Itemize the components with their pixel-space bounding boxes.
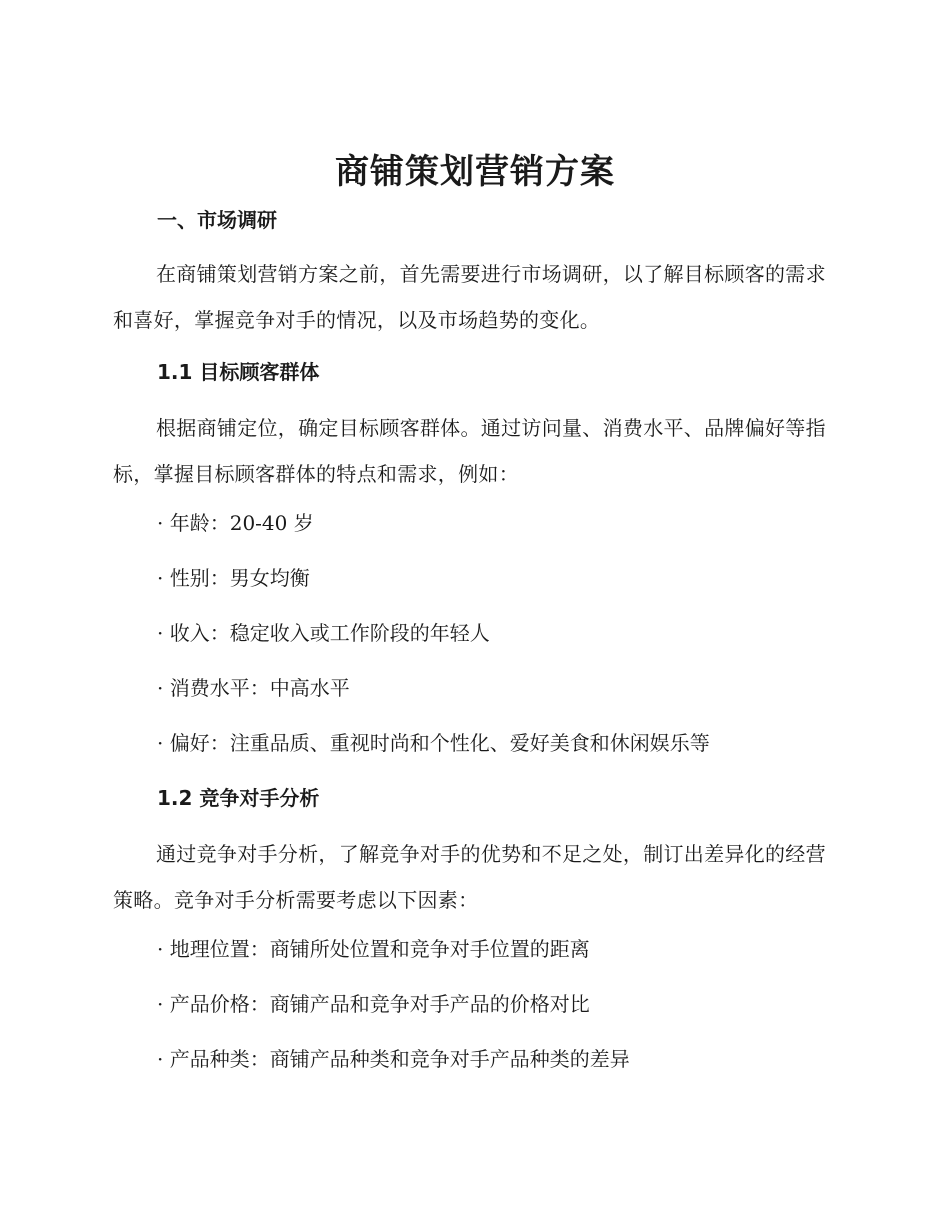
list-item-age: · 年龄：20-40 岁 xyxy=(157,511,314,535)
list-item-consumption-level: · 消费水平：中高水平 xyxy=(157,676,350,700)
list-item-income: · 收入：稳定收入或工作阶段的年轻人 xyxy=(157,621,490,645)
list-item-preference: · 偏好：注重品质、重视时尚和个性化、爱好美食和休闲娱乐等 xyxy=(157,731,710,755)
subsection-heading-competitor-analysis: 1.2 竞争对手分析 xyxy=(157,786,320,810)
subsection-heading-target-customers: 1.1 目标顾客群体 xyxy=(157,360,320,384)
list-item-price: · 产品价格：商铺产品和竞争对手产品的价格对比 xyxy=(157,992,590,1016)
list-item-product-variety: · 产品种类：商铺产品种类和竞争对手产品种类的差异 xyxy=(157,1047,630,1071)
list-item-gender: · 性别：男女均衡 xyxy=(157,566,310,590)
competitor-analysis-paragraph: 通过竞争对手分析，了解竞争对手的优势和不足之处，制订出差异化的经营策略。竞争对手分析需要考虑以下因素： xyxy=(113,842,826,912)
target-customers-paragraph: 根据商铺定位，确定目标顾客群体。通过访问量、消费水平、品牌偏好等指标，掌握目标顾客群体的特点和需求，例如： xyxy=(113,416,826,486)
section-heading-market-research: 一、市场调研 xyxy=(157,208,277,232)
list-item-location: · 地理位置：商铺所处位置和竞争对手位置的距离 xyxy=(157,937,590,961)
document-title: 商铺策划营销方案 xyxy=(335,152,615,192)
market-research-paragraph: 在商铺策划营销方案之前，首先需要进行市场调研，以了解目标顾客的需求和喜好，掌握竞争对手的情况，以及市场趋势的变化。 xyxy=(113,262,826,332)
